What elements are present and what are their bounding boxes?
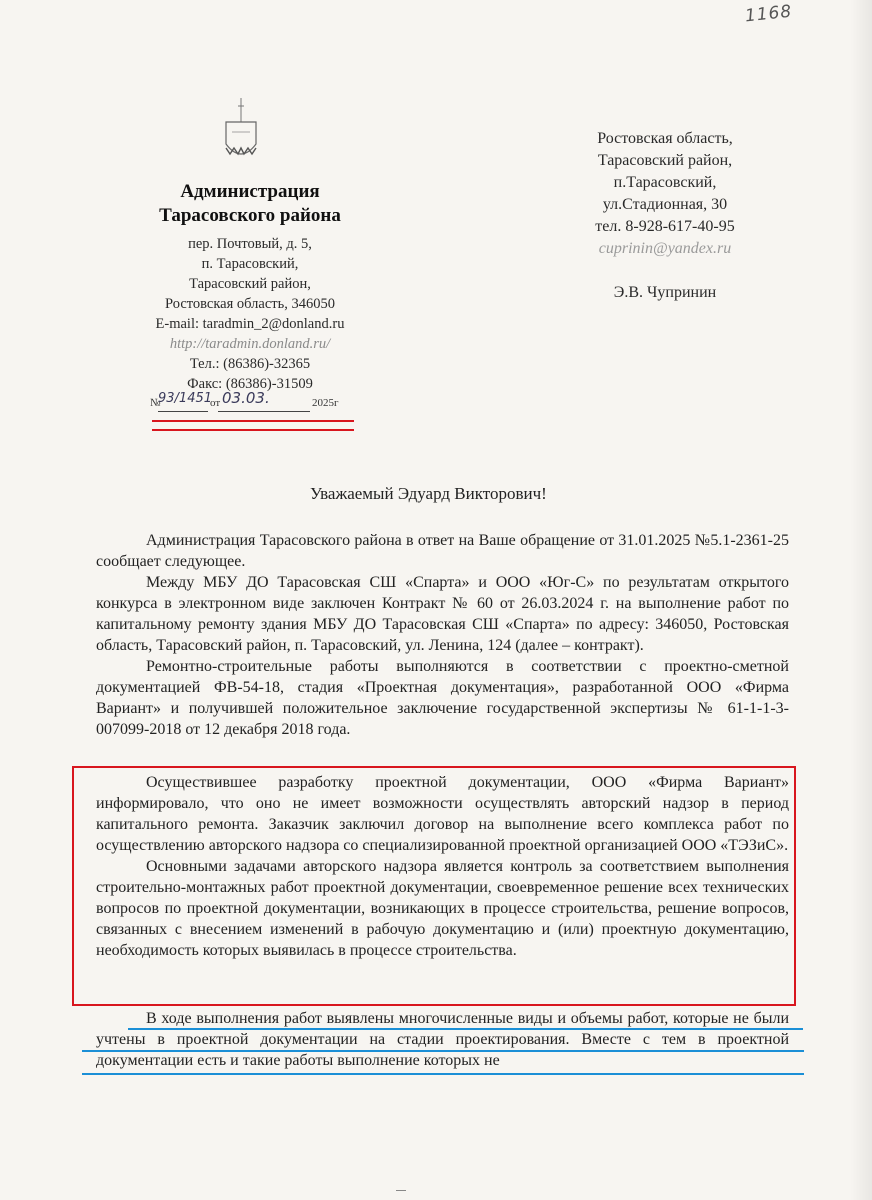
registration-date-label: от bbox=[210, 397, 221, 409]
registration-year: 2025г bbox=[312, 397, 339, 409]
paragraph: В ходе выполнения работ выявлены многочисленные виды и объемы работ, которые не были учтены в проектной документации на стадии проектирования. Вместе с тем в проектной документации есть и такие работы выполнение которых не bbox=[96, 1010, 789, 1069]
red-highlight-box bbox=[72, 766, 796, 1006]
paragraph: Основными задачами авторского надзора является контроль за соответствием выполнения строительно-монтажных работ проектной документации, своевременное решение всех технических вопросов по проектной документации, возникающих в процессе строительства, решение вопросов, связанных с внесением изменений в рабочую документацию и (или) проектную документацию, необходимость которых выявилась в процессе строительства. bbox=[96, 858, 789, 959]
sender-address-line: Ростовская область, 346050 bbox=[165, 296, 335, 312]
blue-underline bbox=[128, 1028, 803, 1030]
registration-number: 93/1451 bbox=[158, 391, 213, 406]
letter-body bbox=[96, 530, 789, 740]
registration-line bbox=[150, 389, 360, 418]
sender-phone: Тел.: (86386)-32365 bbox=[189, 356, 311, 372]
paragraph: Администрация Тарасовского района в ответ на Ваше обращение от 31.01.2025 №5.1-2361-25 сообщает следующее. bbox=[96, 532, 789, 570]
recipient-name: Э.В. Чупринин bbox=[613, 284, 717, 301]
recipient-phone: тел. 8-928-617-40-95 bbox=[595, 218, 735, 235]
page-edge-shadow bbox=[850, 0, 872, 1200]
sender-name-line2: Тарасовского района bbox=[159, 205, 341, 226]
red-highlight-underline bbox=[152, 429, 354, 431]
date-underline bbox=[218, 411, 310, 412]
coat-of-arms-icon bbox=[218, 96, 264, 168]
paragraph: Ремонтно-строительные работы выполняются в соответствии с проектно-сметной документацией ФВ-54-18, стадия «Проектная документация», разработанной ООО «Фирма Вариант» и получившей положительное заключение государственной экспертизы № 61-1-1-3-007099-2018 от 12 декабря 2018 года. bbox=[96, 658, 789, 738]
recipient-address-line: Ростовская область, bbox=[597, 130, 733, 147]
recipient-email[interactable]: cuprinin@yandex.ru bbox=[598, 240, 732, 257]
staple-mark bbox=[396, 1190, 406, 1197]
number-underline bbox=[158, 411, 208, 412]
sender-name-line1: Администрация bbox=[180, 181, 320, 202]
sender-fax: Факс: (86386)-31509 bbox=[187, 376, 313, 392]
blue-underline bbox=[82, 1073, 804, 1075]
paragraph: Осуществившее разработку проектной документации, ООО «Фирма Вариант» информировало, что оно не имеет возможности осуществлять авторский надзор в период капитального ремонта. Заказчик заключил договор на выполнение всего комплекса работ по осуществлению авторского надзора со специализированной проектной организацией ООО «ТЭЗиС». bbox=[96, 774, 789, 854]
letter-body-underlined bbox=[96, 1008, 789, 1071]
registration-number-label: № bbox=[150, 397, 161, 409]
paragraph: Между МБУ ДО Тарасовская СШ «Спарта» и ООО «Юг-С» по результатам открытого конкурса в электронном виде заключен Контракт № 60 от 26.03.2024 г. на выполнение работ по капитальному ремонту здания МБУ ДО Тарасовская СШ «Спарта» по адресу: 346050, Ростовская область, Тарасовский район, п. Тарасовский, ул. Ленина, 124 (далее – контракт). bbox=[96, 574, 789, 654]
recipient-address-line: п.Тарасовский, bbox=[613, 174, 717, 191]
registration-date: 03.03. bbox=[222, 389, 270, 407]
recipient-block bbox=[560, 128, 770, 304]
sender-website[interactable]: http://taradmin.donland.ru/ bbox=[169, 336, 331, 352]
sender-address-line: Тарасовский район, bbox=[189, 276, 311, 292]
sender-address-line: пер. Почтовый, д. 5, bbox=[188, 236, 312, 252]
blue-underline bbox=[82, 1050, 804, 1052]
recipient-address-line: ул.Стадионная, 30 bbox=[602, 196, 728, 213]
recipient-address-line: Тарасовский район, bbox=[597, 152, 733, 169]
sender-email[interactable]: E-mail: taradmin_2@donland.ru bbox=[155, 316, 345, 332]
archive-number: 1168 bbox=[744, 1, 794, 27]
sender-block bbox=[130, 180, 370, 394]
greeting: Уважаемый Эдуард Викторович! bbox=[310, 484, 547, 503]
red-highlight-underline bbox=[152, 420, 354, 422]
sender-address-line: п. Тарасовский, bbox=[201, 256, 299, 272]
